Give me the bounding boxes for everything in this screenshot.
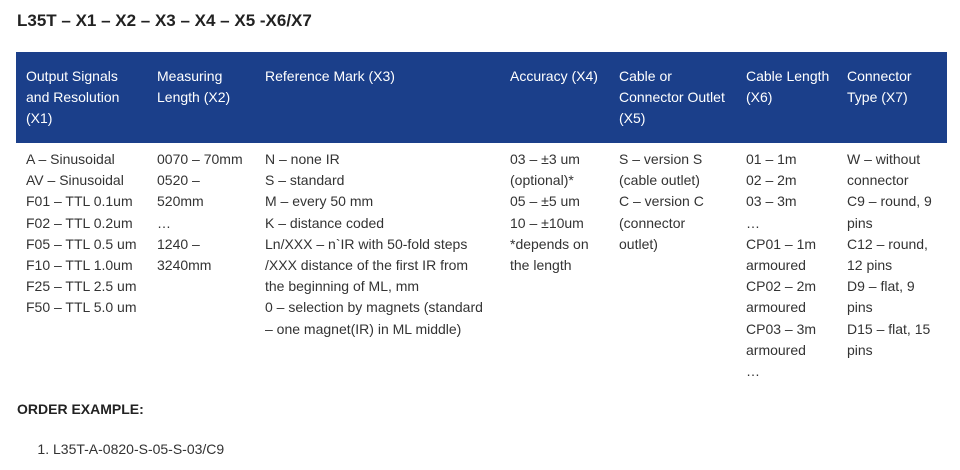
- cell-accuracy: 03 – ±3 um (optional)* 05 – ±5 um 10 – ±10um *depends on the length: [510, 151, 589, 274]
- header-measuring-length: Measuring Length (X2): [157, 68, 231, 105]
- header-output-signals: Output Signals and Resolution (X1): [26, 68, 120, 126]
- ordering-code-table: [16, 52, 947, 388]
- table-header-row: [16, 52, 947, 143]
- header-accuracy: Accuracy (X4): [510, 68, 598, 84]
- cell-output-signals: A – Sinusoidal AV – Sinusoidal F01 – TTL 0.1um F02 – TTL 0.2um F05 – TTL 0.5 um F10 – TTL 1.0um F25 – TTL 2.5 um F50 – TTL 5.0 um: [26, 151, 137, 316]
- order-example-list: [17, 438, 224, 460]
- header-cable-length: Cable Length (X6): [746, 68, 830, 105]
- order-example-title: ORDER EXAMPLE:: [17, 401, 144, 417]
- header-connector-type: Connector Type (X7): [847, 68, 912, 105]
- header-reference-mark: Reference Mark (X3): [265, 68, 395, 84]
- cell-connector-type: W – without connector C9 – round, 9 pins C12 – round, 12 pins D9 – flat, 9 pins D15 – flat, 15 pins: [847, 151, 932, 358]
- cell-cable-outlet: S – version S (cable outlet) C – version C (connector outlet): [619, 151, 704, 252]
- list-item: 1. L35T-A-0820-S-05-S-03/C9: [53, 438, 224, 460]
- cell-measuring-length: 0070 – 70mm 0520 – 520mm … 1240 – 3240mm: [157, 151, 243, 274]
- cell-reference-mark: N – none IR S – standard M – every 50 mm K – distance coded Ln/XXX – n`IR with 50-fold steps /XXX distance of the first IR from the beginning of ML, mm 0 – selection by magnets (standard – one magnet(IR) in ML middle): [265, 151, 483, 337]
- page-title: L35T – X1 – X2 – X3 – X4 – X5 -X6/X7: [17, 11, 312, 30]
- cell-cable-length: 01 – 1m 02 – 2m 03 – 3m … CP01 – 1m armoured CP02 – 2m armoured CP03 – 3m armoured …: [746, 151, 817, 380]
- table-row: [16, 143, 947, 388]
- header-cable-outlet: Cable or Connector Outlet (X5): [619, 68, 725, 126]
